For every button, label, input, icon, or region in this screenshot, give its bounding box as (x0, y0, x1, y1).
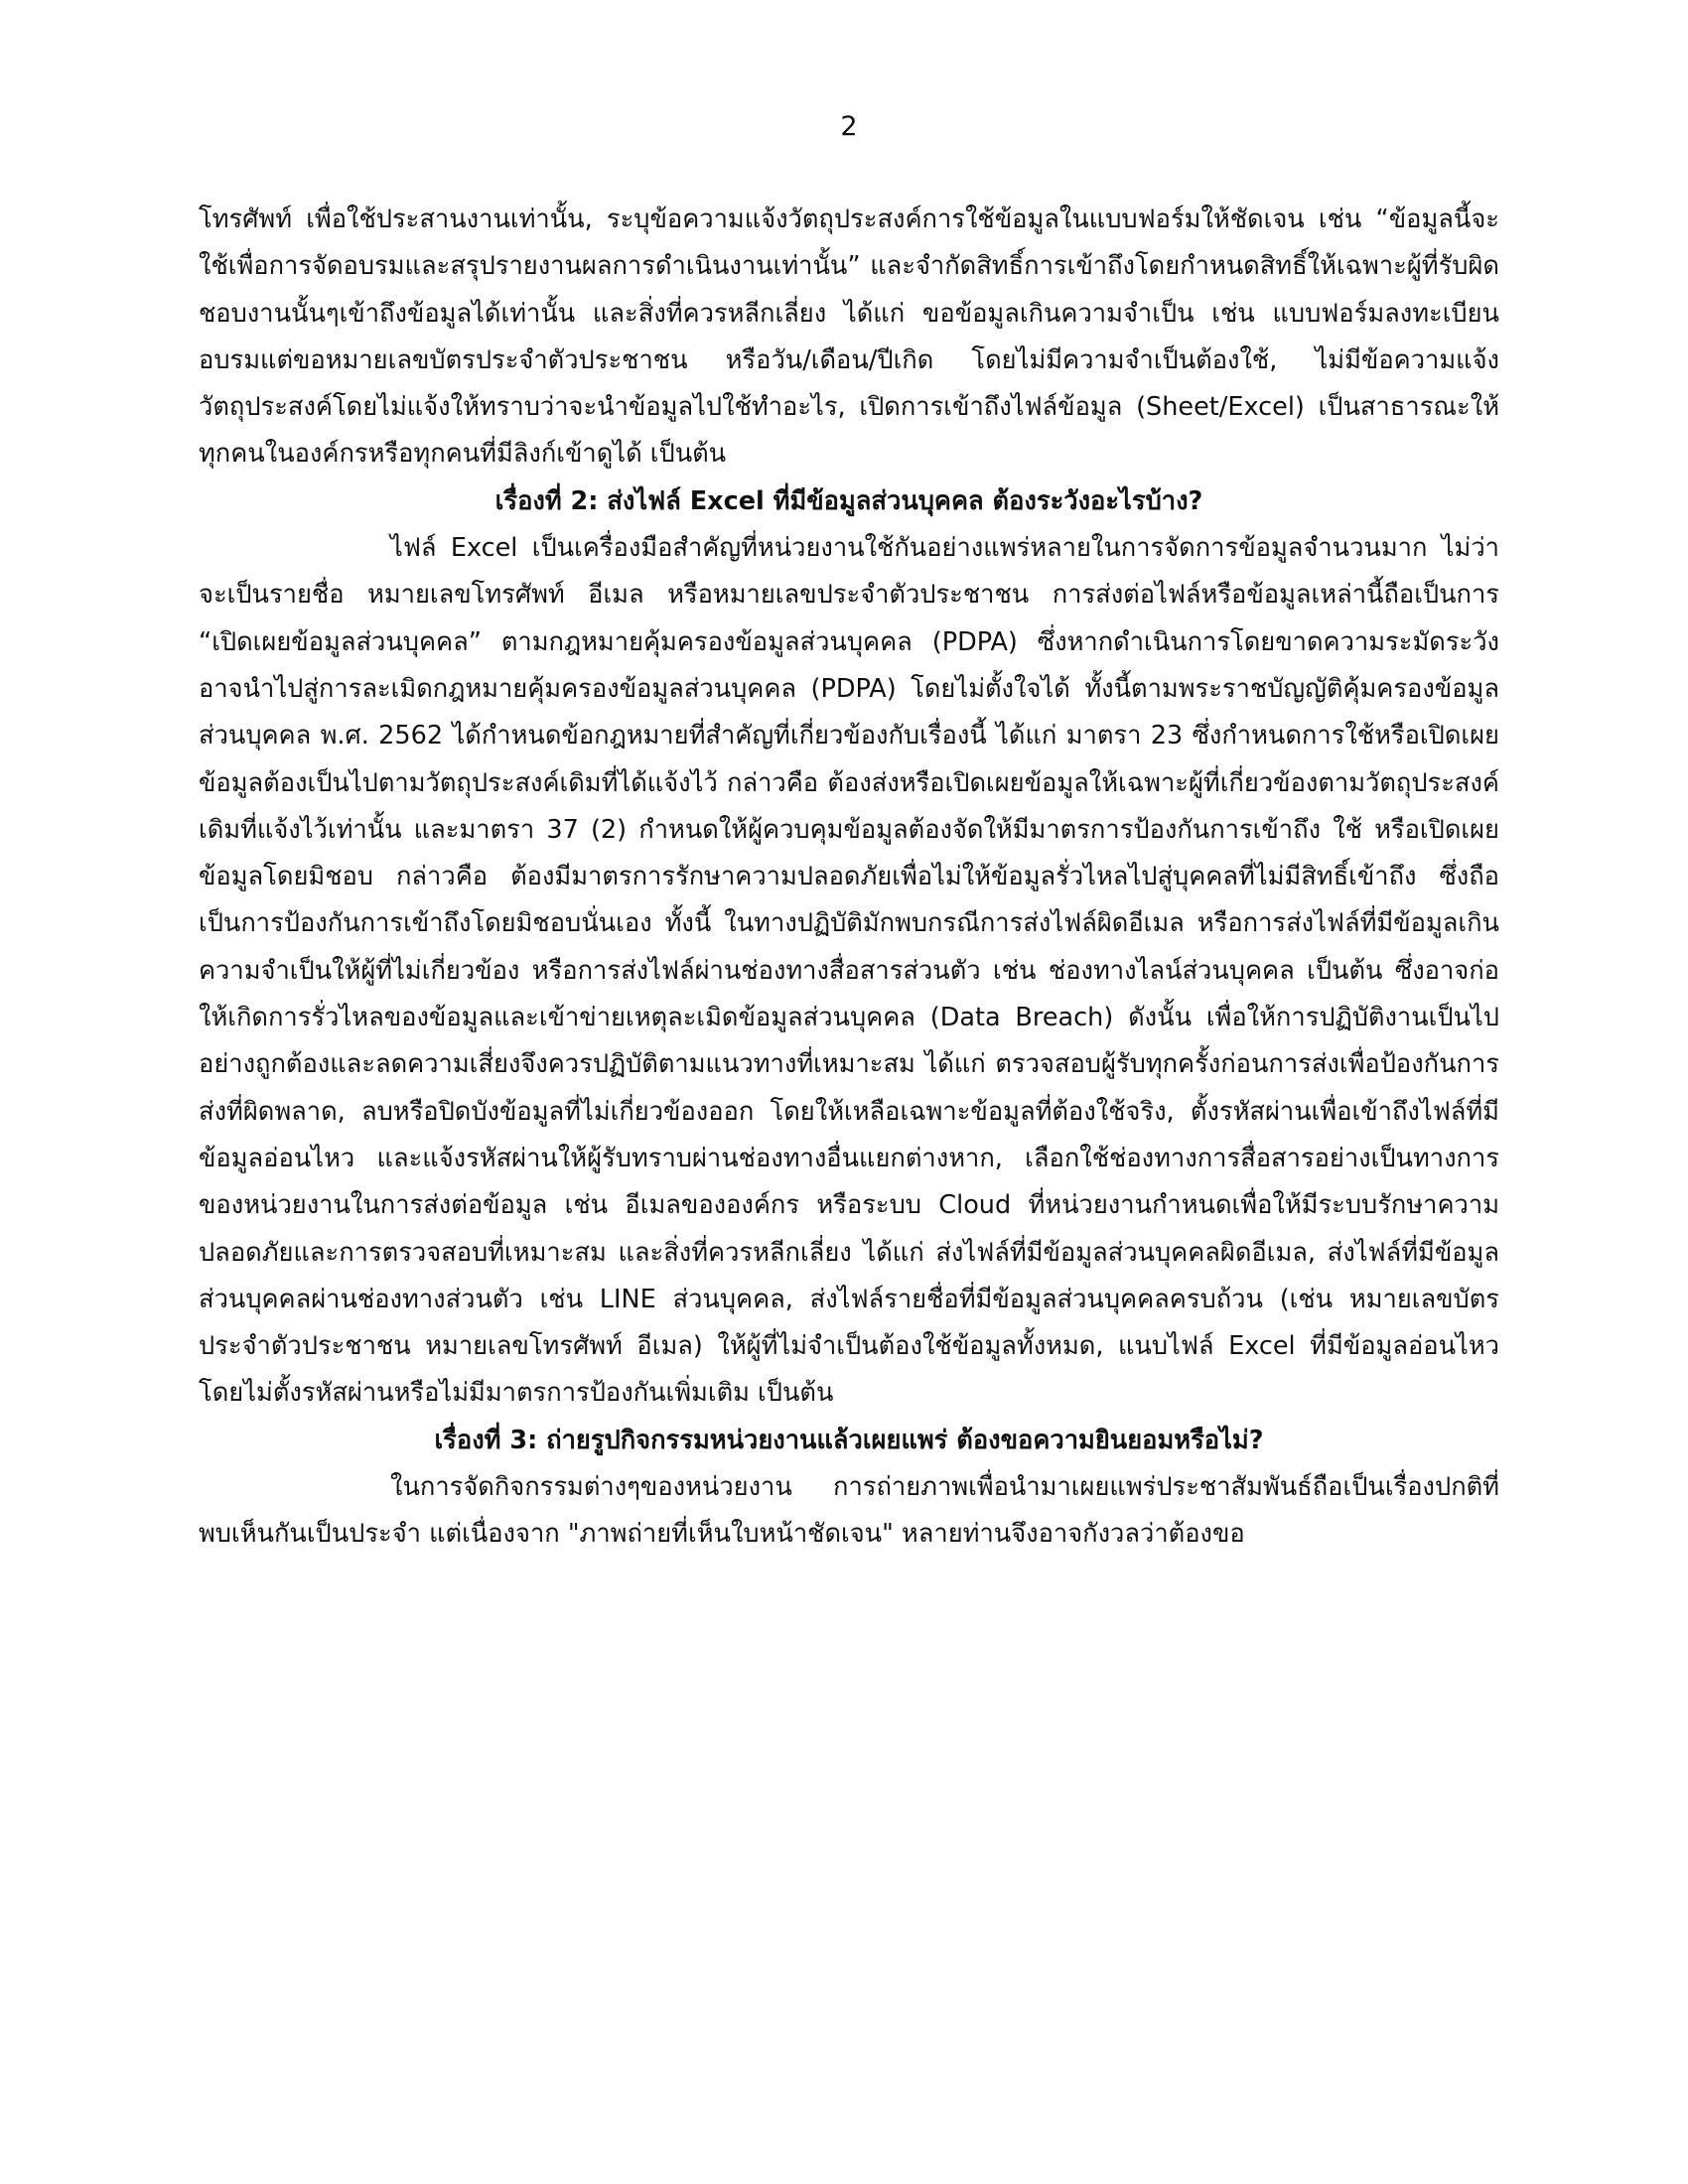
topic-3-heading: เรื่องที่ 3: ถ่ายรูปกิจกรรมหน่วยงานแล้วเผยแพร่ ต้องขอความยินยอมหรือไม่? (434, 1425, 1264, 1455)
topic-3-paragraph: ในการจัดกิจกรรมต่างๆของหน่วยงาน การถ่ายภาพเพื่อนำมาเผยแพร่ประชาสัมพันธ์ถือเป็นเรื่องปกติที่พบเห็นกันเป็นประจำ แต่เนื่องจาก "ภาพถ่ายที่เห็นใบหน้าชัดเจน" หลายท่านจึงอาจกังวลว่าต้องขอ (199, 1472, 1499, 1550)
page-number: 2 (840, 111, 858, 142)
intro-paragraph: โทรศัพท์ เพื่อใช้ประสานงานเท่านั้น, ระบุข้อความแจ้งวัตถุประสงค์การใช้ข้อมูลในแบบฟอร์มให้ชัดเจน เช่น “ข้อมูลนี้จะใช้เพื่อการจัดอบรมและสรุปรายงานผลการดำเนินงานเท่านั้น” และจำกัดสิทธิ์การเข้าถึงโดยกำหนดสิทธิ์ให้เฉพาะผู้ที่รับผิดชอบงานนั้นๆเข้าถึงข้อมูลได้เท่านั้น และสิ่งที่ควรหลีกเลี่ยง ได้แก่ ขอข้อมูลเกินความจำเป็น เช่น แบบฟอร์มลงทะเบียนอบรมแต่ขอหมายเลขบัตรประจำตัวประชาชน หรือวัน/เดือน/ปีเกิด โดยไม่มีความจำเป็นต้องใช้, ไม่มีข้อความแจ้งวัตถุประสงค์โดยไม่แจ้งให้ทราบว่าจะนำข้อมูลไปใช้ทำอะไร, เปิดการเข้าถึงไฟล์ข้อมูล (Sheet/Excel) เป็นสาธารณะให้ทุกคนในองค์กรหรือทุกคนที่มีลิงก์เข้าดูได้ เป็นต้น (199, 205, 1499, 470)
document-page (199, 0, 1499, 2184)
topic-2-heading: เรื่องที่ 2: ส่งไฟล์ Excel ที่มีข้อมูลส่วนบุคคล ต้องระวังอะไรบ้าง? (494, 485, 1203, 516)
document-body (199, 197, 1499, 1559)
topic-2-paragraph: ไฟล์ Excel เป็นเครื่องมือสำคัญที่หน่วยงานใช้กันอย่างแพร่หลายในการจัดการข้อมูลจำนวนมาก ไม่ว่าจะเป็นรายชื่อ หมายเลขโทรศัพท์ อีเมล หรือหมายเลขประจำตัวประชาชน การส่งต่อไฟล์หรือข้อมูลเหล่านี้ถือเป็นการ “เปิดเผยข้อมูลส่วนบุคคล” ตามกฎหมายคุ้มครองข้อมูลส่วนบุคคล (PDPA) ซึ่งหากดำเนินการโดยขาดความระมัดระวัง อาจนำไปสู่การละเมิดกฎหมายคุ้มครองข้อมูลส่วนบุคคล (PDPA) โดยไม่ตั้งใจได้ ทั้งนี้ตามพระราชบัญญัติคุ้มครองข้อมูลส่วนบุคคล พ.ศ. 2562 ได้กำหนดข้อกฎหมายที่สำคัญที่เกี่ยวข้องกับเรื่องนี้ ได้แก่ มาตรา 23 ซึ่งกำหนดการใช้หรือเปิดเผยข้อมูลต้องเป็นไปตามวัตถุประสงค์เดิมที่ได้แจ้งไว้ กล่าวคือ ต้องส่งหรือเปิดเผยข้อมูลให้เฉพาะผู้ที่เกี่ยวข้องตามวัตถุประสงค์เดิมที่แจ้งไว้เท่านั้น และมาตรา 37 (2) กำหนดให้ผู้ควบคุมข้อมูลต้องจัดให้มีมาตรการป้องกันการเข้าถึง ใช้ หรือเปิดเผยข้อมูลโดยมิชอบ กล่าวคือ ต้องมีมาตรการรักษาความปลอดภัยเพื่อไม่ให้ข้อมูลรั่วไหลไปสู่บุคคลที่ไม่มีสิทธิ์เข้าถึง ซึ่งถือเป็นการป้องกันการเข้าถึงโดยมิชอบนั่นเอง ทั้งนี้ ในทางปฏิบัติมักพบกรณีการส่งไฟล์ผิดอีเมล หรือการส่งไฟล์ที่มีข้อมูลเกินความจำเป็นให้ผู้ที่ไม่เกี่ยวข้อง หรือการส่งไฟล์ผ่านช่องทางสื่อสารส่วนตัว เช่น ช่องทางไลน์ส่วนบุคคล เป็นต้น ซึ่งอาจก่อให้เกิดการรั่วไหลของข้อมูลและเข้าข่ายเหตุละเมิดข้อมูลส่วนบุคคล (Data Breach) ดังนั้น เพื่อให้การปฏิบัติงานเป็นไปอย่างถูกต้องและลดความเสี่ยงจึงควรปฏิบัติตามแนวทางที่เหมาะสม ได้แก่ ตรวจสอบผู้รับทุกครั้งก่อนการส่งเพื่อป้องกันการส่งที่ผิดพลาด, ลบหรือปิดบังข้อมูลที่ไม่เกี่ยวข้องออก โดยให้เหลือเฉพาะข้อมูลที่ต้องใช้จริง, ตั้งรหัสผ่านเพื่อเข้าถึงไฟล์ที่มีข้อมูลอ่อนไหว และแจ้งรหัสผ่านให้ผู้รับทราบผ่านช่องทางอื่นแยกต่างหาก, เลือกใช้ช่องทางการสื่อสารอย่างเป็นทางการของหน่วยงานในการส่งต่อข้อมูล เช่น อีเมลขององค์กร หรือระบบ Cloud ที่หน่วยงานกำหนดเพื่อให้มีระบบรักษาความปลอดภัยและการตรวจสอบที่เหมาะสม และสิ่งที่ควรหลีกเลี่ยง ได้แก่ ส่งไฟล์ที่มีข้อมูลส่วนบุคคลผิดอีเมล, ส่งไฟล์ที่มีข้อมูลส่วนบุคคลผ่านช่องทางส่วนตัว เช่น LINE ส่วนบุคคล, ส่งไฟล์รายชื่อที่มีข้อมูลส่วนบุคคลครบถ้วน (เช่น หมายเลขบัตรประจำตัวประชาชน หมายเลขโทรศัพท์ อีเมล) ให้ผู้ที่ไม่จำเป็นต้องใช้ข้อมูลทั้งหมด, แนบไฟล์ Excel ที่มีข้อมูลอ่อนไหวโดยไม่ตั้งรหัสผ่านหรือไม่มีมาตรการป้องกันเพิ่มเติม เป็นต้น (199, 533, 1499, 1409)
